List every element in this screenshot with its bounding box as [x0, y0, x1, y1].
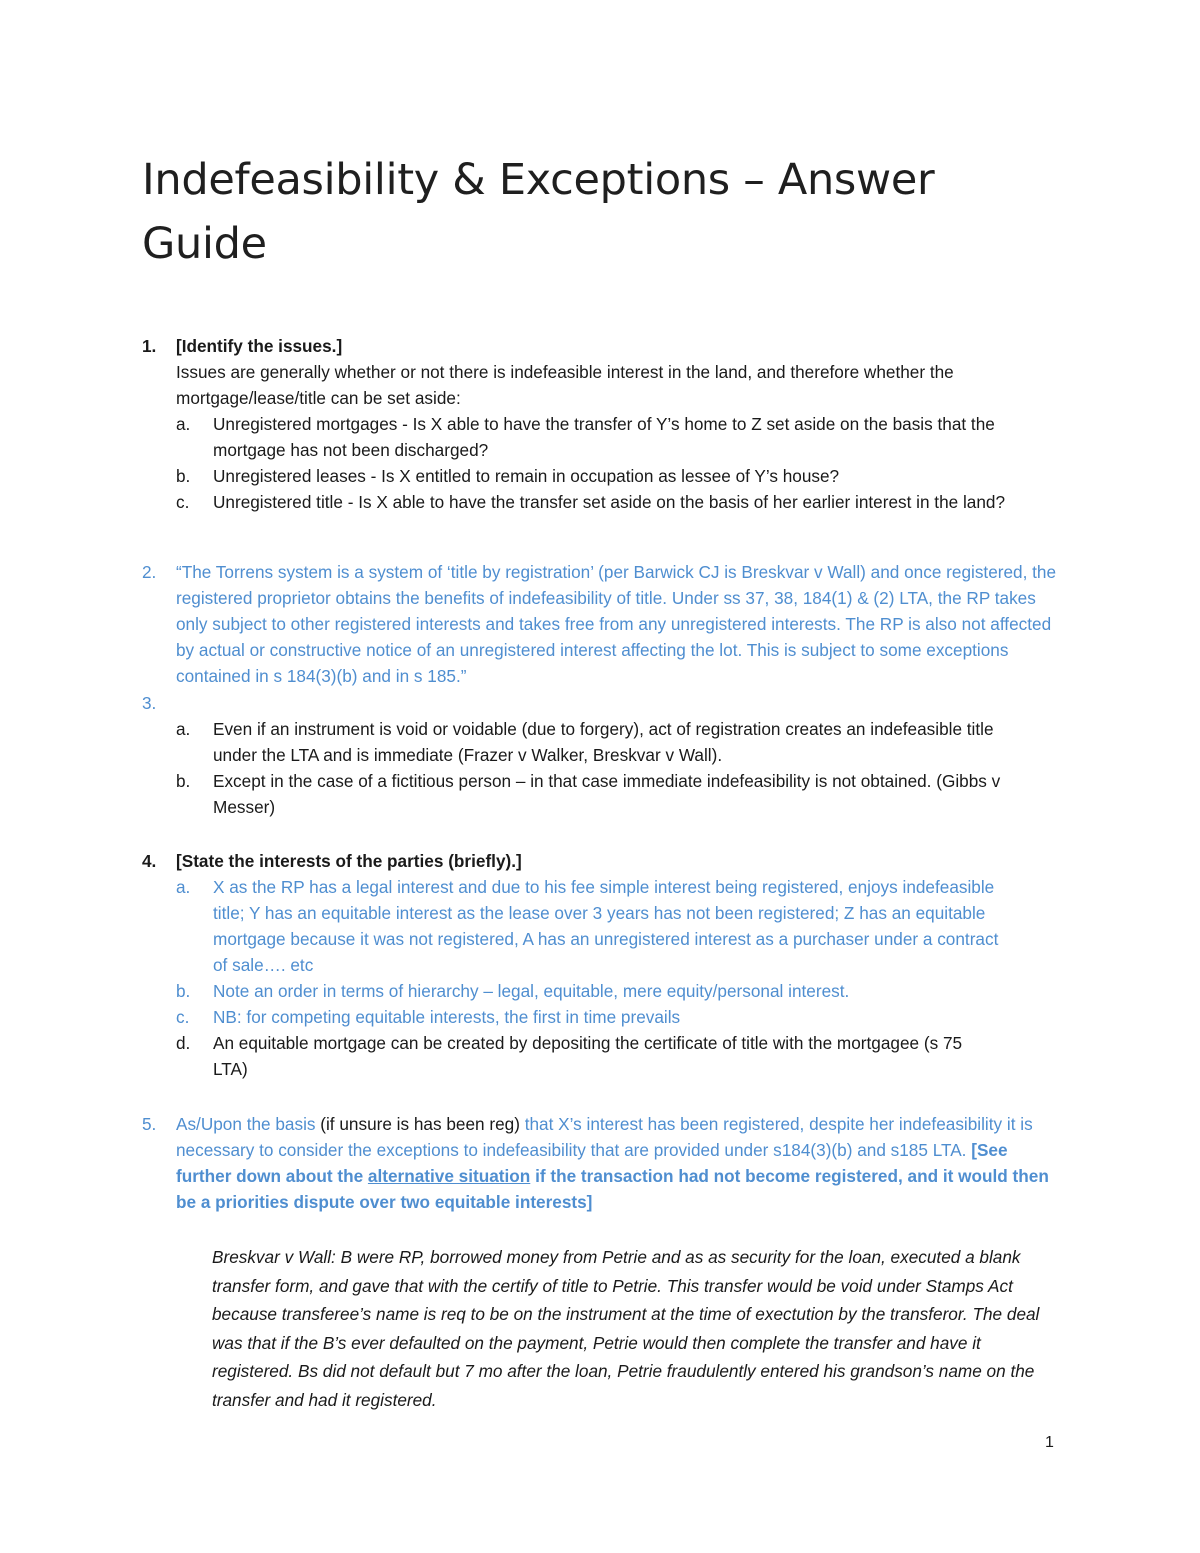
section-2: [142, 559, 1062, 689]
section-1: [142, 333, 1062, 515]
list-letter: a.: [176, 877, 191, 897]
list-letter: b.: [176, 466, 191, 486]
section-4: [142, 848, 1062, 1082]
section-heading: [Identify the issues.]: [176, 336, 343, 356]
text-run: As/Upon the basis: [176, 1114, 321, 1134]
list-item: [142, 978, 1062, 1004]
list-text: Unregistered mortgages - Is X able to have the transfer of Y’s home to Z set aside on the basis that the mortgage has not been discharged?: [213, 414, 995, 460]
alternative-situation-link[interactable]: alternative situation: [367, 1166, 531, 1186]
text-run-bold: if the transaction had not become registered, and it would then be a priorities dispute over two equitable interests]: [176, 1166, 1049, 1212]
section-number: 2.: [142, 562, 157, 582]
list-letter: a.: [176, 719, 191, 739]
list-item: [142, 768, 1062, 820]
case-note: Breskvar v Wall: B were RP, borrowed money from Petrie and as as security for the loan, executed a blank transfer form, and gave that with the certify of title to Petrie. This transfer would be void under Stamps Act because transferee’s name is req to be on the instrument at the time of exectution by the transferor. The deal was that if the B’s ever defaulted on the payment, Petrie would then complete the transfer and have it registered. Bs did not default but 7 mo after the loan, Petrie fraudulently entered his grandson’s name on the transfer and had it registered.: [212, 1247, 1040, 1410]
text-run-bold: [See further down about the: [176, 1140, 1008, 1186]
list-letter: a.: [176, 414, 191, 434]
list-text: Note an order in terms of hierarchy – legal, equitable, mere equity/personal interest.: [213, 981, 850, 1001]
list-text: Except in the case of a fictitious person – in that case immediate indefeasibility is not obtained. (Gibbs v Messer): [213, 771, 1001, 817]
text-run: that X’s interest has been registered, despite her indefeasibility it is necessary to consider the exceptions to indefeasibility that are provided under s184(3)(b) and s185 LTA.: [176, 1114, 1033, 1160]
list-item: [142, 489, 1062, 515]
section-5-text: [176, 1111, 1056, 1215]
list-item: [142, 716, 1062, 768]
list-letter: b.: [176, 771, 191, 791]
list-text: An equitable mortgage can be created by depositing the certificate of title with the mortgagee (s 75 LTA): [213, 1033, 963, 1079]
list-item: [142, 1004, 1062, 1030]
list-text: NB: for competing equitable interests, the first in time prevails: [213, 1007, 681, 1027]
list-item: [142, 411, 1062, 463]
list-letter: c.: [176, 1007, 190, 1027]
section-3: [142, 690, 1062, 820]
list-letter: c.: [176, 492, 190, 512]
section-number: 1.: [142, 336, 157, 356]
list-text: Unregistered leases - Is X entitled to remain in occupation as lessee of Y’s house?: [213, 466, 840, 486]
section-intro: Issues are generally whether or not there is indefeasible interest in the land, and therefore whether the mortgage/lease/title can be set aside:: [176, 362, 954, 408]
list-text: Unregistered title - Is X able to have the transfer set aside on the basis of her earlier interest in the land?: [213, 492, 1006, 512]
list-text: X as the RP has a legal interest and due to his fee simple interest being registered, enjoys indefeasible title; Y has an equitable interest as the lease over 3 years has not been registered; Z has an equitable mortgage because it was not registered, A has an unregistered interest as a purchaser under a contract of sale…. etc: [213, 877, 999, 975]
page-number: 1: [1045, 1434, 1054, 1451]
section-heading: [State the interests of the parties (briefly).]: [176, 851, 522, 871]
torrens-quote: “The Torrens system is a system of ‘title by registration’ (per Barwick CJ is Breskvar v Wall) and once registered, the registered proprietor obtains the benefits of indefeasibility of title. Under ss 37, 38, 184(1) & (2) LTA, the RP takes only subject to other registered interests and takes free from any unregistered interests. The RP is also not affected by actual or constructive notice of an unregistered interest affecting the lot. This is subject to some exceptions contained in s 184(3)(b) and in s 185.”: [176, 562, 1057, 686]
list-item: [142, 1030, 1062, 1082]
section-number: 5.: [142, 1114, 157, 1134]
section-number: 4.: [142, 851, 157, 871]
document-title: Indefeasibility & Exceptions – Answer Guide: [142, 155, 935, 269]
list-letter: b.: [176, 981, 191, 1001]
section-5: [142, 1111, 1062, 1215]
list-item: [142, 874, 1062, 978]
list-letter: d.: [176, 1033, 191, 1053]
text-run-note: (if unsure is has been reg): [320, 1114, 520, 1134]
list-text: Even if an instrument is void or voidable (due to forgery), act of registration creates an indefeasible title under the LTA and is immediate (Frazer v Walker, Breskvar v Wall).: [213, 719, 994, 765]
list-item: [142, 463, 1062, 489]
section-number: 3.: [142, 693, 157, 713]
